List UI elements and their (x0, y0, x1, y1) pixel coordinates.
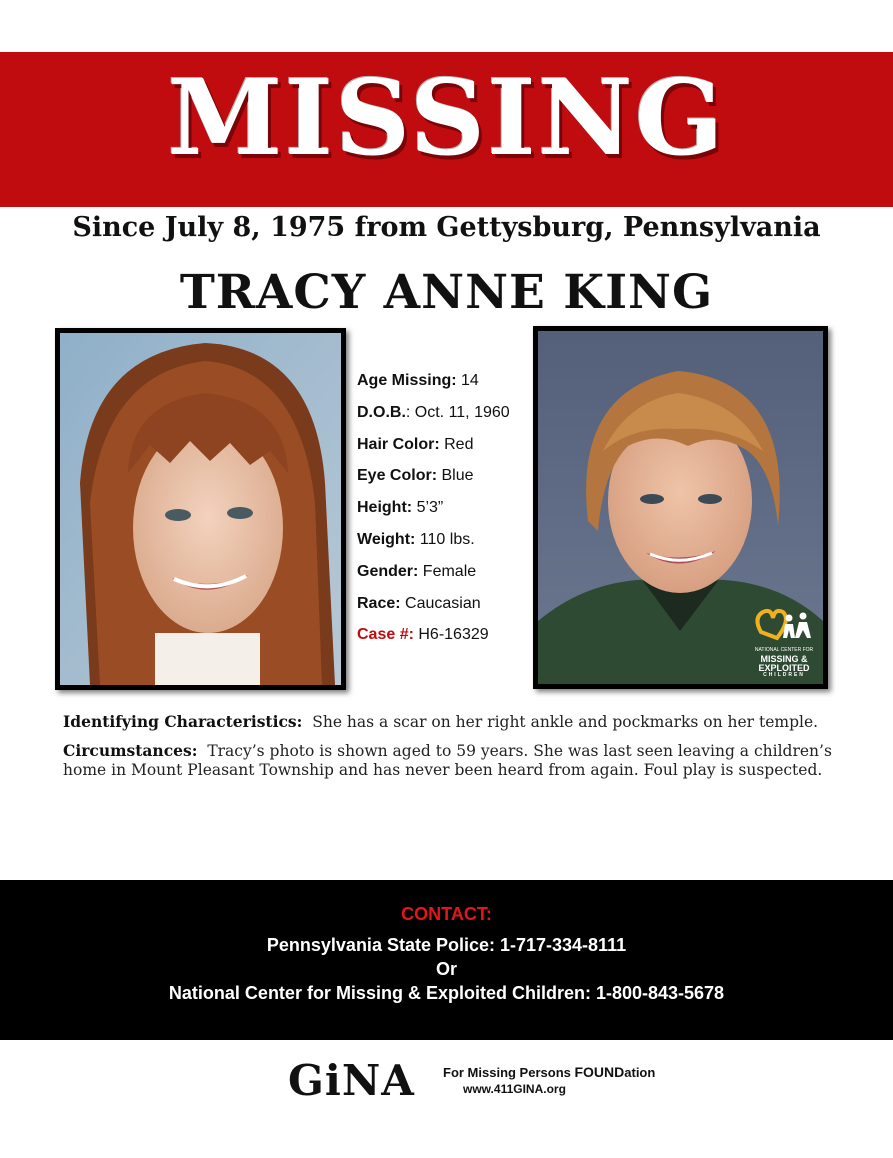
contact-or: Or (435, 959, 457, 979)
detail-value: 5’3” (416, 499, 444, 517)
detail-dob (357, 401, 537, 433)
detail-case-number (357, 623, 537, 655)
detail-gender (357, 560, 537, 592)
detail-value: Caucasian (405, 594, 481, 612)
detail-race (357, 592, 537, 624)
detail-eye-color (357, 464, 537, 496)
detail-value: Female (422, 562, 477, 580)
detail-label: Hair Color: (357, 435, 440, 453)
ncmec-line1: MISSING & (760, 654, 808, 664)
ncmec-logo (751, 608, 817, 678)
identifying-label: Identifying Characteristics: (63, 712, 303, 731)
contact-state-police: Pennsylvania State Police: 1-717-334-8111 (266, 935, 627, 955)
contact-title: CONTACT: (401, 904, 492, 924)
detail-label: Age Missing: (357, 372, 457, 389)
gina-tagline-found: FOUND (574, 1064, 625, 1080)
childhood-photo (55, 328, 346, 690)
gina-url: www.411GINA.org (463, 1082, 566, 1096)
detail-label: Weight: (357, 530, 416, 548)
detail-value: 110 lbs. (419, 530, 475, 548)
circumstances-text: Tracy’s photo is shown aged to 59 years. She was last seen leaving a children’s home in Mount Pleasant Township and has never been heard from again. Foul play is suspected. (63, 742, 832, 779)
circumstances (63, 741, 838, 780)
detail-value: : Oct. 11, 1960 (405, 403, 510, 421)
detail-hair-color (357, 433, 537, 465)
detail-label: Eye Color: (357, 467, 438, 485)
detail-label: Height: (357, 499, 413, 517)
gina-tagline-pre: For Missing Persons (443, 1065, 575, 1080)
detail-height (357, 496, 537, 528)
gina-tagline (443, 1064, 656, 1080)
detail-label: D.O.B. (357, 403, 406, 421)
ncmec-line2: EXPLOITED (758, 663, 810, 673)
detail-label: Gender: (357, 562, 419, 580)
detail-value: Red (444, 435, 474, 453)
detail-value: 14 (461, 372, 479, 389)
detail-weight (357, 528, 537, 560)
description-section (63, 712, 838, 789)
detail-label: Case #: (357, 626, 414, 644)
gina-tagline-post: ation (624, 1065, 656, 1080)
detail-age-missing (357, 369, 537, 401)
detail-value: Blue (441, 467, 474, 485)
circumstances-label: Circumstances: (63, 741, 198, 760)
person-name: TRACY ANNE KING (179, 265, 714, 320)
age-progressed-photo (533, 326, 828, 689)
ncmec-line3: CHILDREN (763, 672, 805, 678)
detail-value: H6-16329 (418, 626, 489, 644)
details-list (357, 369, 537, 655)
gina-logo: GiNA (288, 1056, 415, 1105)
identifying-characteristics (63, 712, 838, 732)
ncmec-small-text: NATIONAL CENTER FOR (754, 647, 814, 653)
missing-since-line: Since July 8, 1975 from Gettysburg, Pennsylvania (72, 212, 821, 243)
contact-ncmec: National Center for Missing & Exploited Children: 1-800-843-5678 (168, 983, 725, 1003)
detail-label: Race: (357, 594, 401, 612)
identifying-text: She has a scar on her right ankle and pockmarks on her temple. (312, 713, 819, 731)
missing-title: MISSING (167, 56, 726, 179)
